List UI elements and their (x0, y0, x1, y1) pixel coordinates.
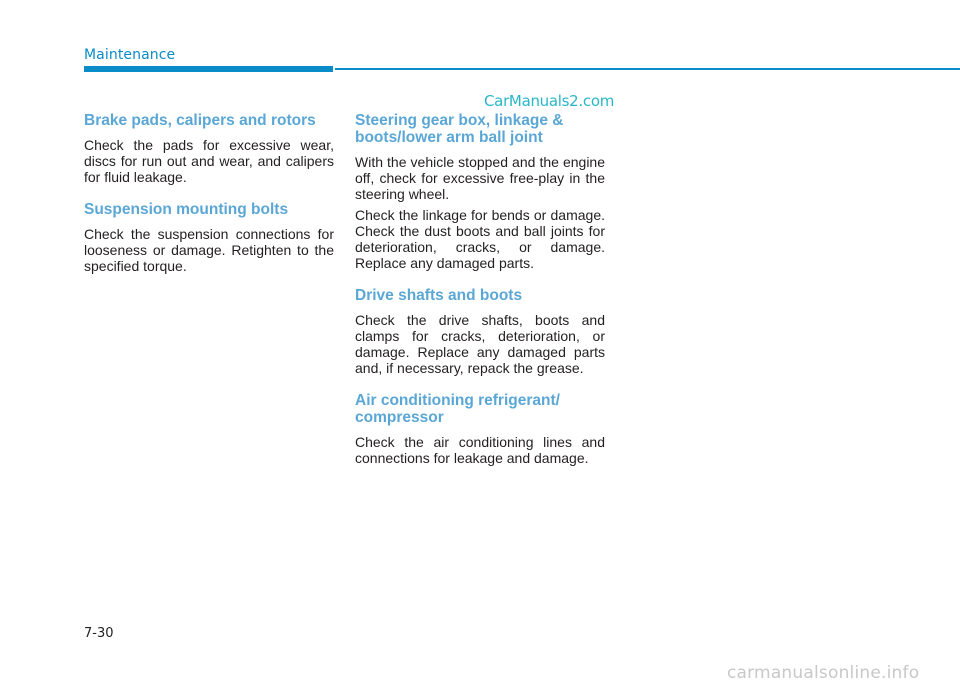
watermark-top: CarManuals2.com (484, 92, 615, 110)
section-heading: Air conditioning refrigerant/ compressor (355, 392, 560, 426)
section-heading: Brake pads, calipers and rotors (84, 112, 316, 129)
page-number: 7-30 (84, 626, 114, 641)
header-bar-thin (335, 68, 960, 70)
section-paragraph: Check the linkage for bends or damage. Check the dust boots and ball joints for deterioration, cracks, or damage. Replace any damaged parts. (355, 207, 605, 271)
header-bar-thick (84, 66, 333, 72)
section-suspension-bolts (84, 201, 334, 274)
left-column (84, 112, 334, 290)
section-paragraph: Check the air conditioning lines and connections for leakage and damage. (355, 434, 605, 466)
watermark-bottom: carmanualsonline.info (727, 663, 920, 683)
section-steering-gear (355, 112, 605, 271)
section-paragraph: Check the suspension connections for looseness or damage. Retighten to the specified torque. (84, 226, 334, 274)
section-paragraph: With the vehicle stopped and the engine off, check for excessive free-play in the steering wheel. (355, 154, 605, 202)
section-air-conditioning (355, 392, 605, 466)
section-heading: Suspension mounting bolts (84, 201, 289, 218)
section-heading: Drive shafts and boots (355, 287, 523, 304)
section-title: Maintenance (84, 47, 176, 63)
section-brake-pads (84, 112, 334, 185)
section-paragraph: Check the pads for excessive wear, discs for run out and wear, and calipers for fluid leakage. (84, 137, 334, 185)
right-column (355, 112, 605, 482)
section-paragraph: Check the drive shafts, boots and clamps for cracks, deterioration, or damage. Replace any damaged parts and, if necessary, repack the grease. (355, 312, 605, 376)
section-drive-shafts (355, 287, 605, 376)
section-heading: Steering gear box, linkage & boots/lower arm ball joint (355, 112, 564, 146)
